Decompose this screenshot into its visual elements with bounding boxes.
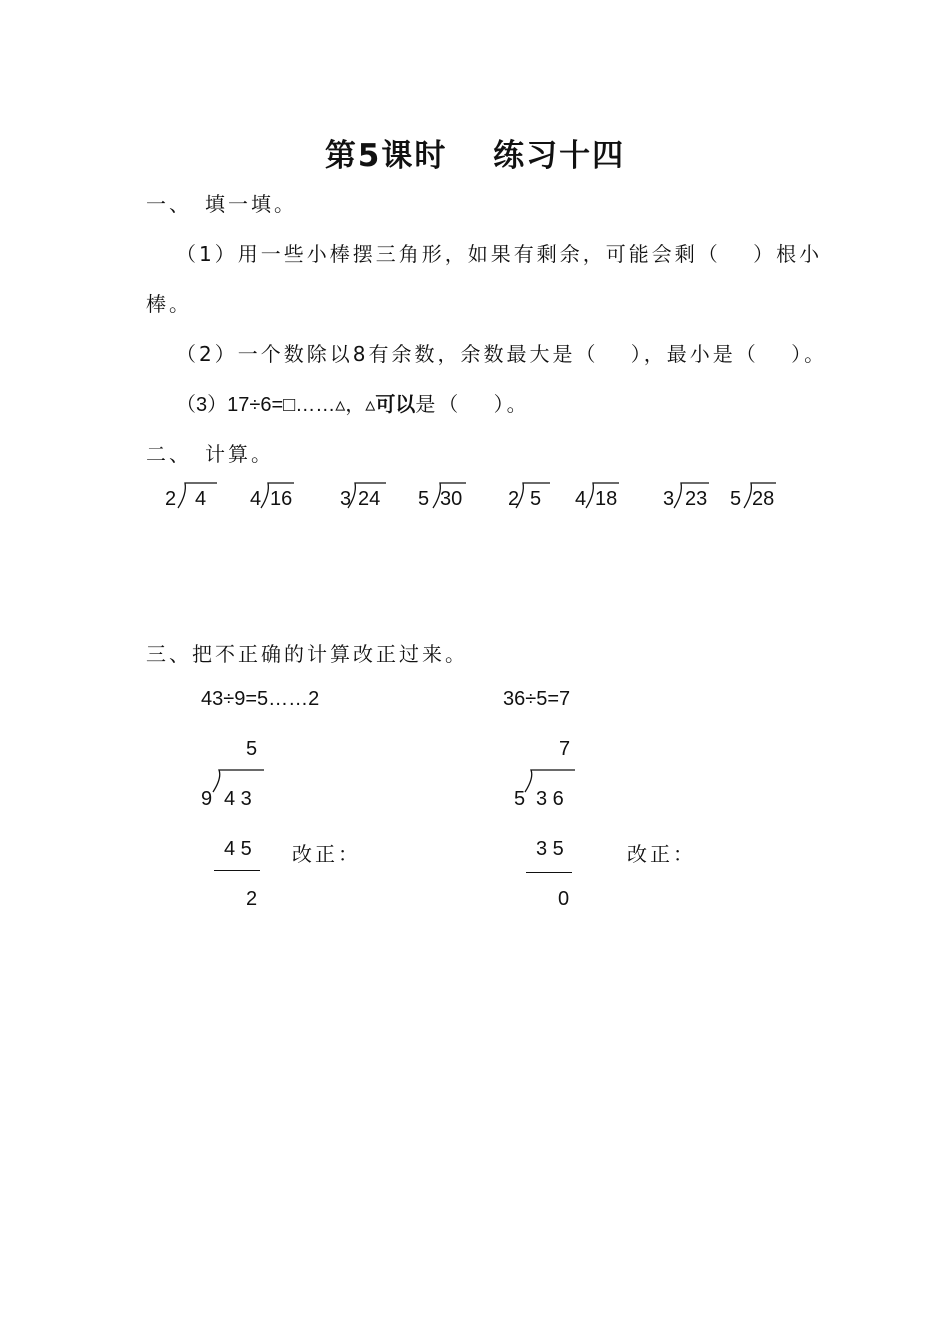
right-remainder: 0: [558, 888, 570, 910]
question-1-line-2: 棒。: [146, 292, 192, 316]
right-equation: 36÷5=7: [503, 688, 571, 710]
divisor: 2: [165, 488, 177, 510]
right-dividend: 3 6: [536, 788, 564, 810]
dividend: 16: [270, 488, 293, 510]
right-quotient: 7: [559, 738, 571, 760]
dividend: 4: [195, 488, 207, 510]
right-fix-label: 改正：: [627, 842, 696, 866]
right-subtraction-line: [526, 872, 572, 873]
right-divisor: 5: [514, 788, 526, 810]
left-remainder: 2: [246, 888, 258, 910]
divisor: 5: [730, 488, 742, 510]
divisor: 4: [575, 488, 587, 510]
dividend: 18: [595, 488, 618, 510]
long-division-problem: [575, 480, 665, 520]
left-subtraction-line: [214, 870, 260, 871]
long-division-problem: [250, 480, 340, 520]
dividend: 28: [752, 488, 775, 510]
dividend: 24: [358, 488, 381, 510]
question-2: （2）一个数除以8有余数，余数最大是（ ），最小是（ ）。: [176, 342, 828, 366]
dividend: 30: [440, 488, 463, 510]
question-3: [176, 388, 530, 417]
long-division-problem: [165, 480, 255, 520]
divisor: 3: [340, 488, 352, 510]
divisor: 4: [250, 488, 262, 510]
dividend: 23: [685, 488, 708, 510]
question-3-prefix: （3）17÷6=□……▵，▵: [176, 394, 376, 416]
left-fix-label: 改正：: [292, 842, 361, 866]
question-3-suffix: 是（ ）。: [415, 392, 530, 416]
left-quotient: 5: [246, 738, 258, 760]
left-product: 4 5: [224, 838, 252, 860]
long-division-problem: [418, 480, 508, 520]
left-divisor: 9: [201, 788, 213, 810]
long-division-problem: [340, 480, 430, 520]
divisor: 2: [508, 488, 520, 510]
question-1-line-1: （1）用一些小棒摆三角形，如果有剩余，可能会剩（ ）根小: [176, 242, 823, 266]
left-equation: 43÷9=5……2: [201, 688, 320, 710]
question-3-mid: 可以: [375, 392, 416, 416]
right-product: 3 5: [536, 838, 564, 860]
page-title: 第5课时 练习十四: [324, 138, 626, 174]
divisor: 3: [663, 488, 675, 510]
left-dividend: 4 3: [224, 788, 252, 810]
divisor: 5: [418, 488, 430, 510]
section-3-heading: 三、把不正确的计算改正过来。: [146, 642, 468, 666]
section-1-heading: 一、 填一填。: [146, 192, 297, 216]
dividend: 5: [530, 488, 542, 510]
section-2-heading: 二、 计算。: [146, 442, 274, 466]
long-division-problem: [730, 480, 820, 520]
